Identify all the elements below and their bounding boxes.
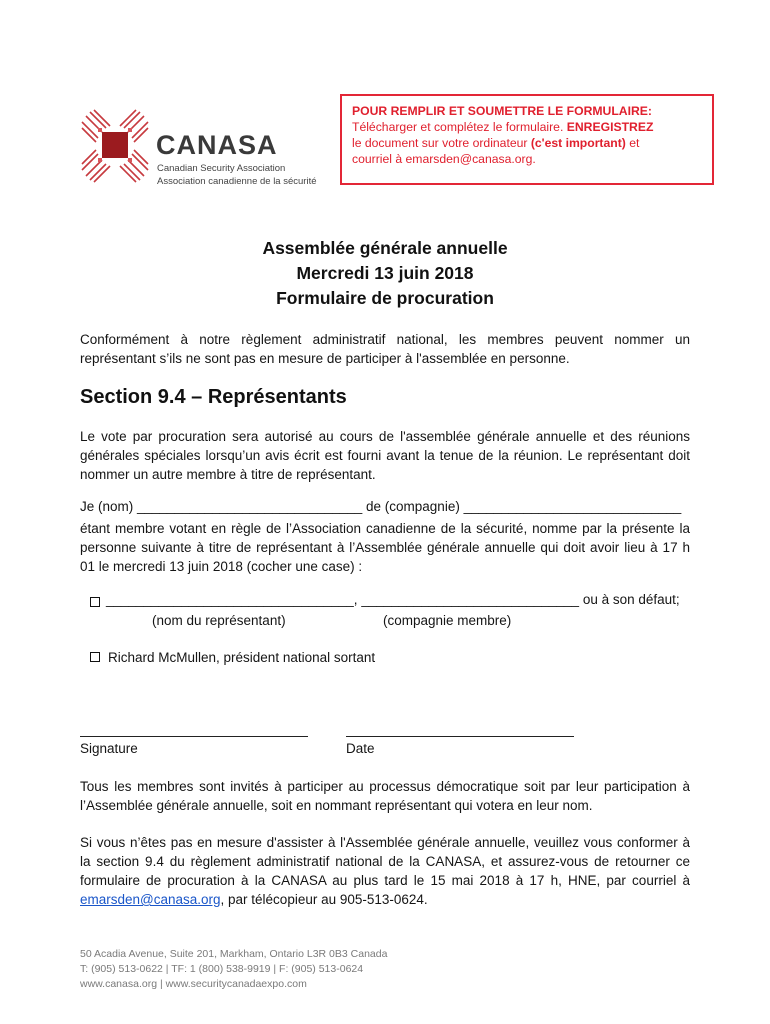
option1-line	[106, 592, 680, 607]
section-paragraph: Le vote par procuration sera autorisé au cours de l'assemblée générale annuelle et des réunions générales spéciales lorsqu’un avis écrit est fourni avant la tenue de la réunion. Le représentant doit nommer un autre membre à titre de représentant.	[80, 429, 690, 482]
canasa-logo	[80, 106, 330, 186]
intro-paragraph: Conformément à notre règlement administratif national, les membres peuvent nommer un représentant s’ils ne sont pas en mesure de participer à l'assemblée en personne.	[80, 332, 690, 366]
option2-label: Richard McMullen, président national sortant	[108, 650, 376, 665]
notice-line1-emphasis: ENREGISTREZ	[566, 120, 654, 134]
section-heading: Section 9.4 – Représentants	[80, 386, 347, 408]
representative-company-field[interactable]: _____________________________	[361, 592, 580, 607]
notice-heading: POUR REMPLIR ET SOUMETTRE LE FORMULAIRE:	[352, 104, 652, 118]
option2-checkbox[interactable]	[90, 652, 100, 662]
title-line1: Assemblée générale annuelle	[262, 238, 508, 258]
submission-notice-box	[340, 94, 714, 185]
logo-subtitle-en: Canadian Security Association	[157, 163, 286, 174]
notice-line2-end: et	[625, 136, 640, 150]
name-field[interactable]: ______________________________	[137, 499, 363, 514]
notice-line2-text: le document sur votre ordinateur	[352, 136, 531, 150]
title-line3: Formulaire de procuration	[276, 288, 494, 308]
notice-line3: courriel à emarsden@canasa.org.	[352, 152, 536, 166]
closing2-text: Si vous n’êtes pas en mesure d'assister à l'Assemblée générale annuelle, veuillez vous conformer à la section 9.4 du règlement administratif national de la CANASA, et assurez-vous de retourner ce formulaire de procuration à la CANASA au plus tard le 15 mai 2018 à 17 h, HNE, par courriel à	[80, 835, 690, 888]
appointment-paragraph: étant membre votant en règle de l’Association canadienne de la sécurité, nomme par la présente la personne suivante à titre de représentant à l’Assemblée générale annuelle qui doit avoir lieu à 17 h 01 le mercredi 13 juin 2018 (cocher une case) :	[80, 521, 690, 574]
title-line2: Mercredi 13 juin 2018	[296, 263, 474, 283]
option1-comma: ,	[353, 592, 358, 607]
email-link[interactable]: emarsden@canasa.org	[80, 892, 221, 907]
closing-paragraph-2	[80, 833, 690, 909]
date-line[interactable]	[346, 736, 574, 737]
representative-company-caption: (compagnie membre)	[383, 613, 512, 628]
representative-name-field[interactable]: _________________________________	[106, 592, 354, 607]
option1-suffix: ou à son défaut;	[582, 592, 680, 607]
notice-line1-text: Télécharger et complétez le formulaire.	[352, 120, 567, 134]
closing2-end: , par télécopieur au 905-513-0624.	[220, 892, 428, 907]
name-label: Je (nom)	[80, 499, 138, 514]
name-company-line	[80, 499, 681, 514]
logo-subtitle-fr: Association canadienne de la sécurité	[157, 176, 317, 187]
footer-phones: T: (905) 513-0622 | TF: 1 (800) 538-9919 | F: (905) 513-0624	[80, 963, 364, 975]
canasa-logo-mark-icon	[80, 106, 150, 186]
footer-address: 50 Acadia Avenue, Suite 201, Markham, Ontario L3R 0B3 Canada	[80, 948, 388, 960]
company-label: de (compagnie)	[362, 499, 464, 514]
signature-label: Signature	[80, 741, 138, 756]
date-label: Date	[346, 741, 375, 756]
footer-websites: www.canasa.org | www.securitycanadaexpo.com	[80, 978, 307, 990]
signature-line[interactable]	[80, 736, 308, 737]
closing-paragraph-1: Tous les membres sont invités à participer au processus démocratique soit par leur participation à l’Assemblée générale annuelle, soit en nommant représentant qui votera en leur nom.	[80, 779, 690, 813]
notice-line2-emphasis: (c'est important)	[530, 136, 626, 150]
logo-name: CANASA	[156, 130, 278, 160]
company-field[interactable]: _____________________________	[463, 499, 682, 514]
representative-name-caption: (nom du représentant)	[152, 613, 286, 628]
option1-checkbox[interactable]	[90, 597, 100, 607]
